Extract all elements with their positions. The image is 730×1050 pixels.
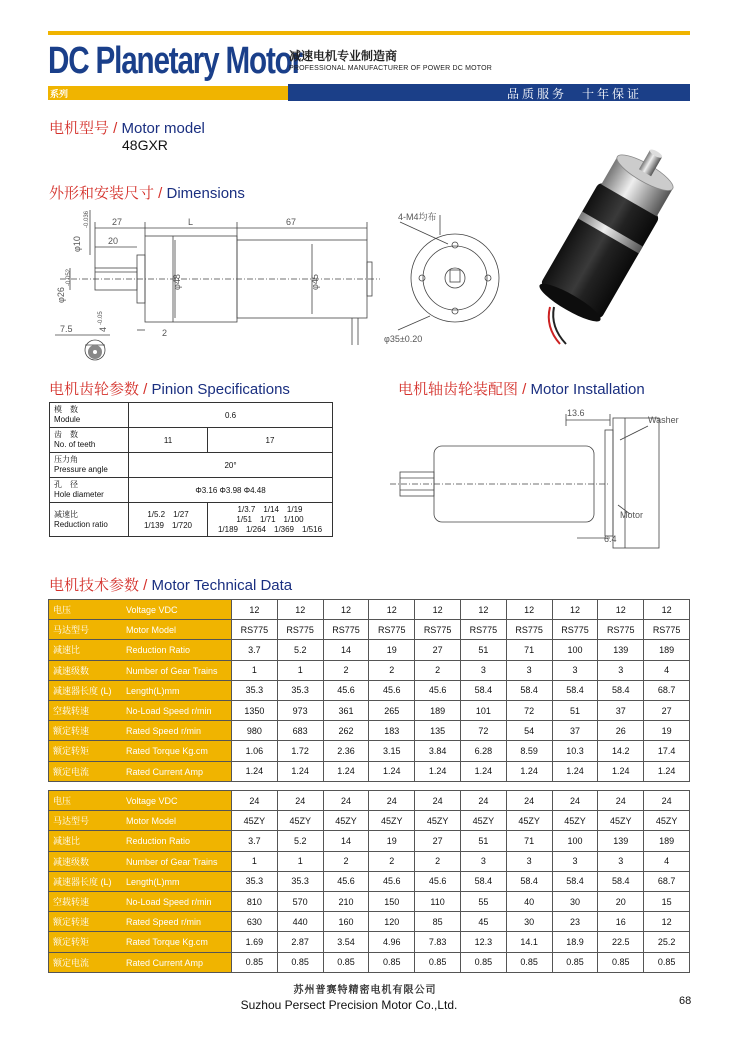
tech-cell: 2 xyxy=(415,660,461,680)
tech-cell: 14.1 xyxy=(506,932,552,952)
model-value: 48GXR xyxy=(122,137,168,153)
tech-cell: 150 xyxy=(369,891,415,911)
tech-cell: 3 xyxy=(460,851,506,871)
footer-company-cn: 苏州普赛特精密电机有限公司 xyxy=(293,985,437,996)
installation-label-cn: 电机轴齿轮装配图 / xyxy=(398,381,531,398)
tech-cell: 27 xyxy=(415,831,461,851)
pinion-header: 齿 数 No. of teeth xyxy=(50,428,129,453)
tech-label-cn: 电机技术参数 / xyxy=(49,577,152,594)
install-dim-13-6: 13.6 xyxy=(567,408,585,418)
tech-cell: 14 xyxy=(323,640,369,660)
tech-cell: 5.2 xyxy=(277,831,323,851)
tech-cell: 12 xyxy=(644,912,690,932)
model-label-en: Motor model xyxy=(121,120,205,137)
tech-cell: 3.7 xyxy=(232,640,278,660)
tech-cell: 1 xyxy=(277,660,323,680)
tech-table-24v xyxy=(48,790,690,973)
dim-phi10-tol: -0.036 xyxy=(84,210,90,228)
tech-cell: 630 xyxy=(232,912,278,932)
tech-cell: 45.6 xyxy=(323,871,369,891)
tech-row xyxy=(49,912,690,932)
pinion-header: 减速比 Reduction ratio xyxy=(50,503,129,537)
tech-cell: 12 xyxy=(415,600,461,620)
tech-cell: 1 xyxy=(232,851,278,871)
dim-20: 20 xyxy=(108,236,119,246)
tech-cell: 361 xyxy=(323,700,369,720)
tech-cell: 19 xyxy=(369,831,415,851)
tech-cell: 1.24 xyxy=(277,761,323,781)
tech-cell: 27 xyxy=(415,640,461,660)
tech-cell: 85 xyxy=(415,912,461,932)
tech-cell: 1.24 xyxy=(598,761,644,781)
tech-cell: 14.2 xyxy=(598,741,644,761)
tech-row xyxy=(49,640,690,660)
tech-cell: 1.24 xyxy=(460,761,506,781)
tech-cell: 40 xyxy=(506,891,552,911)
tech-cell: 19 xyxy=(644,721,690,741)
tech-cell: 2 xyxy=(369,851,415,871)
tech-cell: 24 xyxy=(598,791,644,811)
tech-cell: 183 xyxy=(369,721,415,741)
tech-cell: 139 xyxy=(598,640,644,660)
series-label: 系列 xyxy=(50,89,69,99)
tech-cell: 12 xyxy=(506,600,552,620)
tech-cell: 45ZY xyxy=(277,811,323,831)
tech-cell: 12 xyxy=(369,600,415,620)
tech-row xyxy=(49,700,690,720)
tech-row-label: 额定转速 Rated Speed r/min xyxy=(49,912,232,932)
tech-cell: 1.24 xyxy=(644,761,690,781)
tech-cell: 45ZY xyxy=(644,811,690,831)
tech-cell: 1.06 xyxy=(232,741,278,761)
tech-cell: 100 xyxy=(552,640,598,660)
tech-cell: 72 xyxy=(506,700,552,720)
pinion-cell: Φ3.16 Φ3.98 Φ4.48 xyxy=(129,478,333,503)
tech-cell: 120 xyxy=(369,912,415,932)
install-washer-label: Washer xyxy=(648,415,679,425)
tech-cell: 1.24 xyxy=(232,761,278,781)
dim-4: 4 xyxy=(98,326,108,332)
tech-cell: 110 xyxy=(415,891,461,911)
tech-cell: 6.28 xyxy=(460,741,506,761)
footer-company-en: Suzhou Persect Precision Motor Co.,Ltd. xyxy=(240,998,458,1012)
tech-cell: 58.4 xyxy=(552,871,598,891)
tech-cell: 3 xyxy=(598,851,644,871)
tech-cell: 0.85 xyxy=(415,952,461,972)
brand-tagline-cn: 减速电机专业制造商 xyxy=(289,49,398,63)
tech-cell: 18.9 xyxy=(552,932,598,952)
dim-L: L xyxy=(188,217,194,227)
tech-cell: 24 xyxy=(552,791,598,811)
tech-cell: 45ZY xyxy=(369,811,415,831)
tech-cell: RS775 xyxy=(415,620,461,640)
tech-cell: 7.83 xyxy=(415,932,461,952)
tech-row xyxy=(49,871,690,891)
tech-cell: 68.7 xyxy=(644,871,690,891)
dim-phi48: φ48 xyxy=(172,274,182,290)
tech-cell: 12 xyxy=(277,600,323,620)
tech-cell: 2 xyxy=(323,660,369,680)
tech-cell: 810 xyxy=(232,891,278,911)
tech-cell: 12 xyxy=(598,600,644,620)
tech-cell: 3 xyxy=(552,851,598,871)
tech-cell: 45 xyxy=(460,912,506,932)
tech-cell: 1 xyxy=(232,660,278,680)
tech-cell: 1.24 xyxy=(323,761,369,781)
tech-cell: 16 xyxy=(598,912,644,932)
tech-cell: 1350 xyxy=(232,700,278,720)
tech-cell: 2.87 xyxy=(277,932,323,952)
tech-cell: 12 xyxy=(323,600,369,620)
tech-cell: RS775 xyxy=(369,620,415,640)
tech-cell: 265 xyxy=(369,700,415,720)
dim-phi45: φ45 xyxy=(310,274,320,290)
tech-cell: 0.85 xyxy=(232,952,278,972)
tech-cell: 24 xyxy=(277,791,323,811)
tech-row xyxy=(49,680,690,700)
tech-cell: 24 xyxy=(369,791,415,811)
tech-cell: 58.4 xyxy=(598,871,644,891)
tech-cell: 55 xyxy=(460,891,506,911)
install-motor-label: Motor xyxy=(620,510,644,520)
tech-cell: 58.4 xyxy=(552,680,598,700)
tech-cell: 26 xyxy=(598,721,644,741)
tech-cell: 1.24 xyxy=(506,761,552,781)
pinion-cell: 20° xyxy=(129,453,333,478)
tech-row xyxy=(49,721,690,741)
tech-cell: 12.3 xyxy=(460,932,506,952)
tech-cell: 58.4 xyxy=(460,871,506,891)
tech-cell: 189 xyxy=(644,640,690,660)
tech-cell: 440 xyxy=(277,912,323,932)
tech-cell: 24 xyxy=(323,791,369,811)
tech-row xyxy=(49,741,690,761)
tech-row xyxy=(49,660,690,680)
dim-2: 2 xyxy=(162,328,168,338)
tech-cell: RS775 xyxy=(232,620,278,640)
tech-cell: 45ZY xyxy=(460,811,506,831)
tech-cell: 45.6 xyxy=(323,680,369,700)
slogan-text: 品质服务 十年保证 xyxy=(506,87,642,101)
tech-cell: 51 xyxy=(552,700,598,720)
tech-row-label: 减速级数 Number of Gear Trains xyxy=(49,851,232,871)
tech-cell: 2.36 xyxy=(323,741,369,761)
tech-cell: 2 xyxy=(415,851,461,871)
tech-cell: 0.85 xyxy=(369,952,415,972)
tech-label-en: Motor Technical Data xyxy=(151,577,293,594)
tech-cell: 51 xyxy=(460,640,506,660)
tech-cell: 8.59 xyxy=(506,741,552,761)
pinion-cell: 1/3.7 1/14 1/19 1/51 1/71 1/100 1/189 1/264 1/369 1/516 xyxy=(208,503,333,537)
tech-cell: 45ZY xyxy=(415,811,461,831)
tech-cell: 14 xyxy=(323,831,369,851)
tech-cell: 683 xyxy=(277,721,323,741)
tech-row xyxy=(49,791,690,811)
tech-row-label: 额定转矩 Rated Torque Kg.cm xyxy=(49,741,232,761)
tech-cell: 12 xyxy=(644,600,690,620)
dimensions-label-cn: 外形和安装尺寸 / xyxy=(49,185,167,202)
tech-row xyxy=(49,761,690,781)
tech-row-label: 减速比 Reduction Ratio xyxy=(49,640,232,660)
tech-cell: 58.4 xyxy=(460,680,506,700)
tech-cell: 101 xyxy=(460,700,506,720)
tech-row-label: 电压 Voltage VDC xyxy=(49,600,232,620)
pinion-cell: 1/5.2 1/27 1/139 1/720 xyxy=(129,503,208,537)
tech-cell: 24 xyxy=(506,791,552,811)
tech-row-label: 马达型号 Motor Model xyxy=(49,620,232,640)
tech-cell: 35.3 xyxy=(232,680,278,700)
tech-cell: 12 xyxy=(232,600,278,620)
tech-cell: 54 xyxy=(506,721,552,741)
tech-cell: 12 xyxy=(460,600,506,620)
tech-cell: 51 xyxy=(460,831,506,851)
tech-cell: 3.84 xyxy=(415,741,461,761)
tech-section-title xyxy=(49,574,292,595)
tech-cell: 20 xyxy=(598,891,644,911)
tech-cell: 27 xyxy=(644,700,690,720)
tech-cell: 0.85 xyxy=(598,952,644,972)
tech-cell: 71 xyxy=(506,640,552,660)
tech-row-label: 空载转速 No-Load Speed r/min xyxy=(49,700,232,720)
dim-phi10: φ10 xyxy=(72,236,82,252)
tech-cell: 37 xyxy=(598,700,644,720)
tech-cell: 58.4 xyxy=(598,680,644,700)
tech-cell: 262 xyxy=(323,721,369,741)
dim-phi26: φ26 xyxy=(56,287,66,303)
tech-cell: 45ZY xyxy=(232,811,278,831)
tech-cell: 45ZY xyxy=(552,811,598,831)
tech-cell: 24 xyxy=(460,791,506,811)
tech-cell: 1.69 xyxy=(232,932,278,952)
tech-cell: 45.6 xyxy=(415,871,461,891)
tech-cell: 2 xyxy=(323,851,369,871)
dim-67: 67 xyxy=(286,217,297,227)
tech-cell: 4 xyxy=(644,660,690,680)
dim-4-tol: -0.05 xyxy=(98,311,104,325)
tech-row xyxy=(49,851,690,871)
tech-row-label: 额定电流 Rated Current Amp xyxy=(49,761,232,781)
tech-cell: 210 xyxy=(323,891,369,911)
install-dim-6-4: 6.4 xyxy=(604,534,617,544)
tech-cell: 35.3 xyxy=(277,680,323,700)
tech-cell: 45ZY xyxy=(323,811,369,831)
installation-label-en: Motor Installation xyxy=(530,381,645,398)
tech-cell: 45.6 xyxy=(369,680,415,700)
tech-cell: 189 xyxy=(644,831,690,851)
pinion-header: 模 数 Module xyxy=(50,403,129,428)
tech-cell: 45ZY xyxy=(598,811,644,831)
tech-row-label: 额定转矩 Rated Torque Kg.cm xyxy=(49,932,232,952)
tech-row xyxy=(49,811,690,831)
pinion-header: 孔 径 Hole diameter xyxy=(50,478,129,503)
tech-cell: 4 xyxy=(644,851,690,871)
tech-cell: 973 xyxy=(277,700,323,720)
tech-row xyxy=(49,620,690,640)
tech-cell: 980 xyxy=(232,721,278,741)
tech-cell: 4.96 xyxy=(369,932,415,952)
tech-cell: RS775 xyxy=(552,620,598,640)
tech-cell: RS775 xyxy=(644,620,690,640)
tech-cell: 58.4 xyxy=(506,871,552,891)
pinion-label-en: Pinion Specifications xyxy=(151,381,290,398)
tech-cell: 3 xyxy=(552,660,598,680)
tech-cell: 1.72 xyxy=(277,741,323,761)
tech-table-12v xyxy=(48,599,690,782)
page-number: 68 xyxy=(679,995,692,1007)
tech-cell: 19 xyxy=(369,640,415,660)
tech-cell: 15 xyxy=(644,891,690,911)
tech-row xyxy=(49,600,690,620)
tech-row-label: 电压 Voltage VDC xyxy=(49,791,232,811)
tech-cell: 0.85 xyxy=(506,952,552,972)
tech-row-label: 减速器长度 (L) Length(L)mm xyxy=(49,680,232,700)
tech-cell: 0.85 xyxy=(552,952,598,972)
tech-row-label: 额定电流 Rated Current Amp xyxy=(49,952,232,972)
tech-cell: 3.54 xyxy=(323,932,369,952)
pinion-cell: 0.6 xyxy=(129,403,333,428)
tech-cell: RS775 xyxy=(506,620,552,640)
tech-cell: 0.85 xyxy=(644,952,690,972)
tech-cell: 189 xyxy=(415,700,461,720)
dim-7-5: 7.5 xyxy=(60,324,73,334)
tech-row-label: 减速器长度 (L) Length(L)mm xyxy=(49,871,232,891)
tech-cell: 0.85 xyxy=(323,952,369,972)
tech-cell: 3.7 xyxy=(232,831,278,851)
tech-row xyxy=(49,952,690,972)
tech-cell: 1.24 xyxy=(369,761,415,781)
tech-cell: 22.5 xyxy=(598,932,644,952)
tech-cell: RS775 xyxy=(277,620,323,640)
tech-cell: 30 xyxy=(552,891,598,911)
tech-cell: 10.3 xyxy=(552,741,598,761)
tech-cell: 17.4 xyxy=(644,741,690,761)
tech-cell: 45ZY xyxy=(506,811,552,831)
tech-row-label: 空载转速 No-Load Speed r/min xyxy=(49,891,232,911)
tech-row-label: 马达型号 Motor Model xyxy=(49,811,232,831)
pinion-label-cn: 电机齿轮参数 / xyxy=(49,381,152,398)
dim-pcd: φ35±0.20 xyxy=(384,334,423,344)
tech-cell: 5.2 xyxy=(277,640,323,660)
dim-27: 27 xyxy=(112,217,123,227)
brand-title: DC Planetary Motor xyxy=(48,40,302,82)
tech-cell: 24 xyxy=(415,791,461,811)
tech-cell: RS775 xyxy=(460,620,506,640)
tech-cell: 3.15 xyxy=(369,741,415,761)
tech-cell: 37 xyxy=(552,721,598,741)
tech-cell: 45.6 xyxy=(415,680,461,700)
tech-cell: 0.85 xyxy=(460,952,506,972)
tech-cell: 25.2 xyxy=(644,932,690,952)
tech-cell: 3 xyxy=(598,660,644,680)
brand-tagline-en: PROFESSIONAL MANUFACTURER OF POWER DC MOTOR xyxy=(289,65,493,72)
tech-cell: 570 xyxy=(277,891,323,911)
tech-cell: 35.3 xyxy=(232,871,278,891)
tech-cell: RS775 xyxy=(323,620,369,640)
tech-row-label: 减速比 Reduction Ratio xyxy=(49,831,232,851)
dim-holes: 4-M4均布 xyxy=(398,212,437,222)
tech-row xyxy=(49,891,690,911)
tech-cell: 1 xyxy=(277,851,323,871)
pinion-header: 压力角 Pressure angle xyxy=(50,453,129,478)
tech-cell: 45.6 xyxy=(369,871,415,891)
tech-cell: 30 xyxy=(506,912,552,932)
tech-cell: 23 xyxy=(552,912,598,932)
model-label-cn: 电机型号 / xyxy=(49,120,122,137)
tech-cell: 68.7 xyxy=(644,680,690,700)
tech-cell: 35.3 xyxy=(277,871,323,891)
tech-cell: 71 xyxy=(506,831,552,851)
tech-cell: 58.4 xyxy=(506,680,552,700)
tech-cell: 135 xyxy=(415,721,461,741)
pinion-cell: 17 xyxy=(208,428,333,453)
tech-cell: 72 xyxy=(460,721,506,741)
tech-cell: 160 xyxy=(323,912,369,932)
tech-cell: 3 xyxy=(506,660,552,680)
tech-cell: 3 xyxy=(460,660,506,680)
tech-cell: 1.24 xyxy=(552,761,598,781)
tech-row xyxy=(49,831,690,851)
tech-cell: 24 xyxy=(644,791,690,811)
tech-cell: 24 xyxy=(232,791,278,811)
tech-row-label: 减速级数 Number of Gear Trains xyxy=(49,660,232,680)
tech-cell: 3 xyxy=(506,851,552,871)
tech-cell: 12 xyxy=(552,600,598,620)
tech-row-label: 额定转速 Rated Speed r/min xyxy=(49,721,232,741)
dimensions-label-en: Dimensions xyxy=(166,185,245,202)
tech-cell: 2 xyxy=(369,660,415,680)
tech-cell: 100 xyxy=(552,831,598,851)
tech-cell: 0.85 xyxy=(277,952,323,972)
dim-phi26-tol: -0.052 xyxy=(66,268,72,286)
pinion-cell: 11 xyxy=(129,428,208,453)
tech-cell: 1.24 xyxy=(415,761,461,781)
tech-cell: RS775 xyxy=(598,620,644,640)
tech-row xyxy=(49,932,690,952)
tech-cell: 139 xyxy=(598,831,644,851)
